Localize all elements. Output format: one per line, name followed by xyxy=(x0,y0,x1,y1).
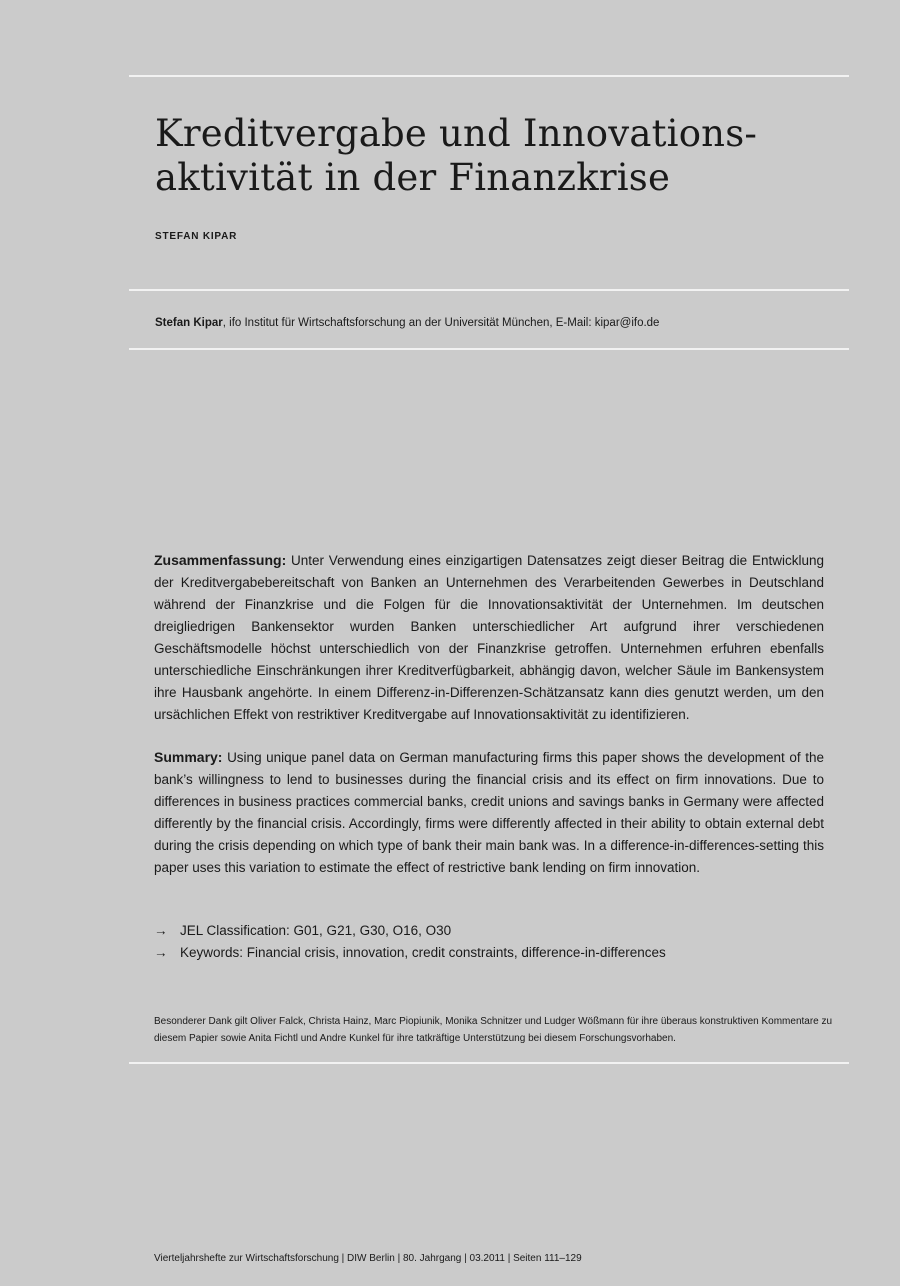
jel-classification-text: JEL Classification: G01, G21, G30, O16, O30 xyxy=(180,923,452,938)
jel-classification-item xyxy=(154,920,824,942)
classification-list xyxy=(154,920,824,964)
arrow-right-icon: → xyxy=(154,945,168,960)
arrow-right-icon: → xyxy=(154,923,168,938)
affiliation-bottom-rule xyxy=(129,348,849,350)
keywords-item xyxy=(154,942,824,964)
abstract-german-text: Unter Verwendung eines einzigartigen Datensatzes zeigt dieser Beitrag die Entwicklung der Kreditvergabebereitschaft von Banken an Unternehmen des Verarbeitenden Gewerbes in Deutschland während der Finanzkrise und die Folgen für die Innovationsaktivität der Unternehmen. Im deutschen dreigliedrigen Bankensektor wurden Banken unterschiedlicher Art aufgrund ihrer verschiedenen Geschäftsmodelle höchst unterschiedlich von der Finanzkrise getroffen. Unternehmen erfuhren ebenfalls unterschiedliche Einschränkungen ihrer Kreditverfügbarkeit, abhängig davon, welcher Säule im Bankensystem ihre Hausbank angehörte. In einem Differenz-in-Differenzen-Schätzansatz kann dies genutzt werden, um den ursächlichen Effekt von restriktiver Kreditvergabe auf Innovationsaktivität zu identifizieren. xyxy=(154,553,824,722)
article-title xyxy=(155,112,835,200)
abstract-english xyxy=(154,746,824,879)
author-affiliation xyxy=(155,316,659,331)
abstract-german-heading: Zusammenfassung: xyxy=(154,552,287,568)
affiliation-text: , ifo Institut für Wirtschaftsforschung an der Universität München, E-Mail: kipar@ifo.de xyxy=(222,317,660,329)
bottom-rule xyxy=(129,1062,849,1064)
acknowledgement-note: Besonderer Dank gilt Oliver Falck, Christa Hainz, Marc Piopiunik, Monika Schnitzer und Ludger Wößmann für ihre überaus konstruktiven Kommentare zu diesem Papier sowie Anita Fichtl und Andre Kunkel für ihre tatkräftige Unterstützung bei diesem Forschungsvorhaben. xyxy=(154,1016,833,1044)
author-byline: STEFAN KIPAR xyxy=(155,231,238,242)
title-line-1: Kreditvergabe und Innovations- xyxy=(155,112,758,155)
abstract-english-heading: Summary: xyxy=(154,749,223,765)
abstract-english-text: Using unique panel data on German manufacturing firms this paper shows the development of the bank’s willingness to lend to businesses during the financial crisis and its effect on firm innovations. Due to differences in business practices commercial banks, credit unions and savings banks in Germany were affected differently by the financial crisis. Accordingly, firms were differently affected in their ability to obtain external debt during the crisis depending on which type of bank their main bank was. In a difference-in-differences-setting this paper uses this variation to estimate the effect of restrictive bank lending on firm innovation. xyxy=(154,750,824,875)
journal-footer: Vierteljahrshefte zur Wirtschaftsforschung | DIW Berlin | 80. Jahrgang | 03.2011 | Seiten 111–129 xyxy=(154,1253,582,1264)
title-line-2: aktivität in der Finanzkrise xyxy=(155,156,671,199)
keywords-text: Keywords: Financial crisis, innovation, credit constraints, difference-in-differences xyxy=(180,945,666,960)
top-rule xyxy=(129,75,849,77)
abstract-german xyxy=(154,549,824,726)
affiliation-author-name: Stefan Kipar xyxy=(155,317,223,329)
affiliation-top-rule xyxy=(129,289,849,291)
